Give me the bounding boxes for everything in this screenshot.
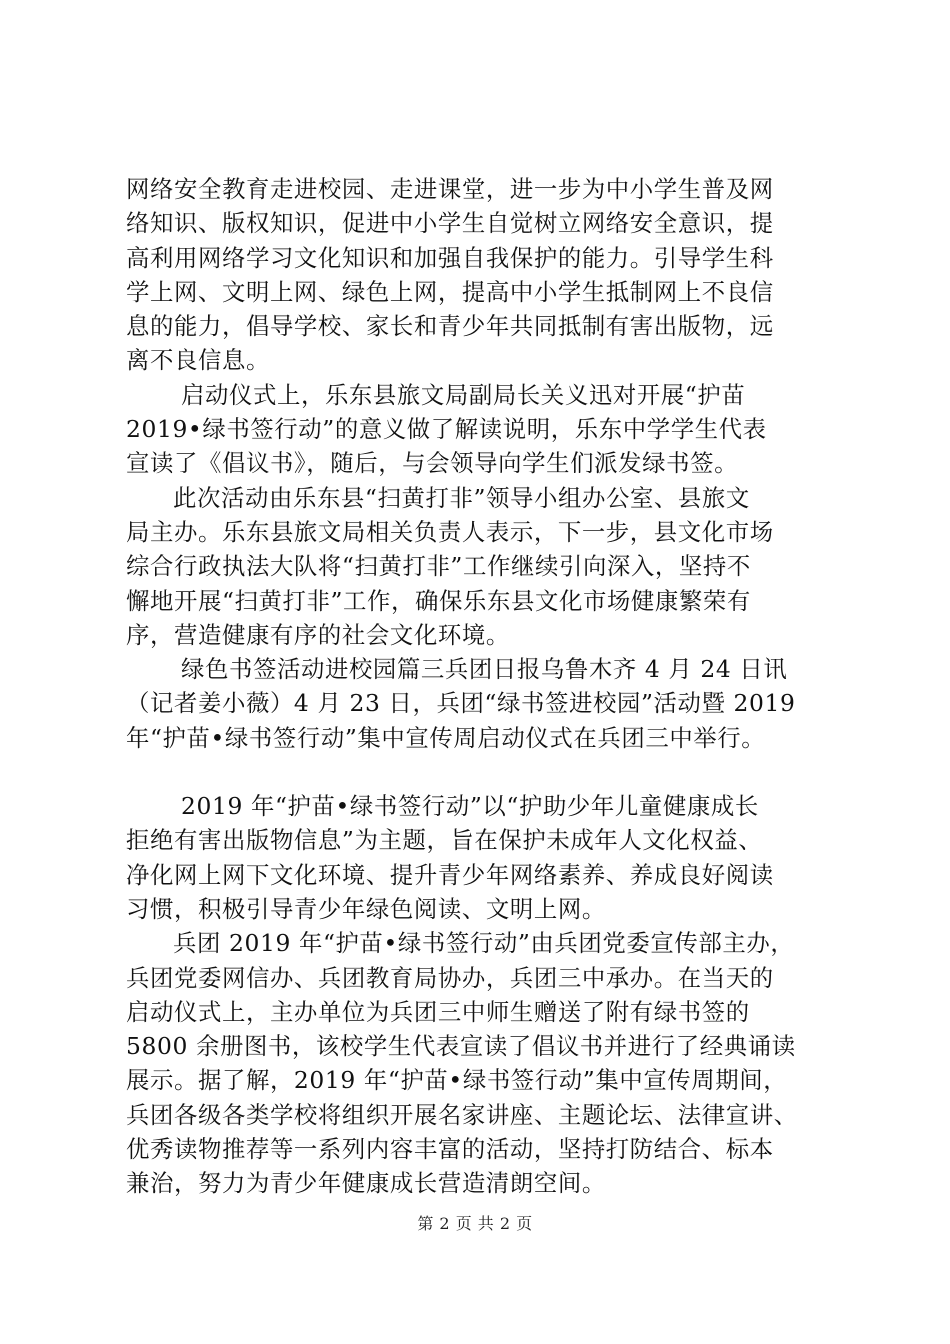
text-line: 启动仪式上，主办单位为兵团三中师生赠送了附有绿书签的: [126, 997, 750, 1026]
text-line: （记者姜小薇）4 月 23 日，兵团“绿书签进校园”活动暨 2019: [126, 689, 796, 718]
text-line: 优秀读物推荐等一系列内容丰富的活动，坚持打防结合、标本: [126, 1135, 774, 1164]
text-line: 懈地开展“扫黄打非”工作，确保乐东县文化市场健康繁荣有: [126, 586, 751, 615]
page-footer: 第 2 页 共 2 页: [417, 1214, 533, 1233]
paragraph-2: [126, 378, 838, 481]
text-line: 兵团 2019 年“护苗•绿书签行动”由兵团党委宣传部主办，: [173, 929, 795, 958]
text-line: 兵团党委网信办、兵团教育局协办，兵团三中承办。在当天的: [126, 963, 774, 992]
text-line: 兵团各级各类学校将组织开展名家讲座、主题论坛、法律宣讲、: [126, 1100, 798, 1129]
paragraph-5: [126, 789, 838, 926]
text-line: 序，营造健康有序的社会文化环境。: [126, 620, 510, 649]
text-line: 启动仪式上，乐东县旅文局副局长关义迅对开展“护苗: [181, 380, 746, 409]
paragraph-gap: [126, 755, 838, 789]
text-line: 离不良信息。: [126, 346, 270, 375]
text-line: 2019 年“护苗•绿书签行动”以“护助少年儿童健康成长: [181, 792, 759, 821]
paragraph-1: [126, 172, 838, 378]
text-line: 兼治，努力为青少年健康成长营造清朗空间。: [126, 1169, 606, 1198]
text-line: 息的能力，倡导学校、家长和青少年共同抵制有害出版物，远: [126, 312, 774, 341]
text-line: 绿色书签活动进校园篇三兵团日报乌鲁木齐 4 月 24 日讯: [181, 655, 788, 684]
text-line: 2019•绿书签行动”的意义做了解读说明，乐东中学学生代表: [126, 415, 767, 444]
paragraph-6: [126, 926, 838, 1200]
paragraph-4: [126, 652, 838, 755]
text-line: 络知识、版权知识，促进中小学生自觉树立网络安全意识，提: [126, 209, 774, 238]
document-body: [126, 172, 838, 1201]
text-line: 此次活动由乐东县“扫黄打非”领导小组办公室、县旅文: [173, 483, 750, 512]
text-line: 拒绝有害出版物信息”为主题，旨在保护未成年人文化权益、: [126, 826, 763, 855]
text-line: 习惯，积极引导青少年绿色阅读、文明上网。: [126, 894, 606, 923]
text-line: 高利用网络学习文化知识和加强自我保护的能力。引导学生科: [126, 243, 774, 272]
text-line: 学上网、文明上网、绿色上网，提高中小学生抵制网上不良信: [126, 277, 774, 306]
text-line: 宣读了《倡议书》，随后，与会领导向学生们派发绿书签。: [126, 449, 739, 478]
paragraph-3: [126, 481, 838, 652]
text-line: 网络安全教育走进校园、走进课堂，进一步为中小学生普及网: [126, 175, 774, 203]
text-line: 年“护苗•绿书签行动”集中宣传周启动仪式在兵团三中举行。: [126, 723, 766, 752]
text-line: 净化网上网下文化环境、提升青少年网络素养、养成良好阅读: [126, 860, 774, 889]
text-line: 5800 余册图书，该校学生代表宣读了倡议书并进行了经典诵读: [126, 1032, 796, 1061]
text-line: 展示。据了解，2019 年“护苗•绿书签行动”集中宣传周期间，: [126, 1066, 788, 1095]
text-line: 综合行政执法大队将“扫黄打非”工作继续引向深入，坚持不: [126, 552, 751, 581]
text-line: 局主办。乐东县旅文局相关负责人表示，下一步，县文化市场: [126, 517, 774, 546]
